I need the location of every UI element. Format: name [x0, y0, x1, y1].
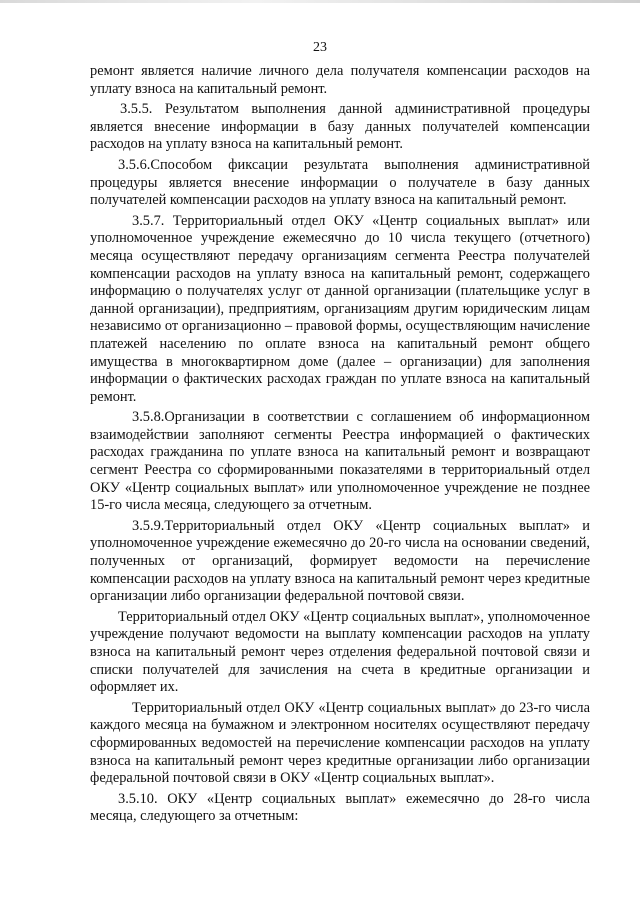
scan-top-edge — [0, 0, 640, 3]
page-number: 23 — [313, 40, 327, 55]
paragraph-3-5-5: 3.5.5. Результатом выполнения данной административной процедуры является внесение информации в базу данных получателей компенсации расходов на уплату взноса на капитальный ремонт. — [90, 101, 590, 153]
paragraph-3-5-7: 3.5.7. Территориальный отдел ОКУ «Центр социальных выплат» или уполномоченное учреждение ежемесячно до 10 числа текущего (отчетного) месяца осуществляют передачу организациям сегмента Реестра получателей компенсации расходов на уплату взноса на капитальный ремонт, содержащего информацию о получателях услуг от данной организации (плательщике услуг в данной организации), предприятиям, организациям другим юридическим лицам независимо от организационно – правовой формы, осуществляющим начисление платежей населению по оплате взноса на капитальный ремонт общего имущества в многоквартирном доме (далее – организации) для заполнения информации о фактических расходах граждан по уплате взноса на капитальный ремонт. — [90, 212, 590, 405]
paragraph-3-5-8: 3.5.8.Организации в соответствии с соглашением об информационном взаимодействии заполняют сегменты Реестра информацией о фактических расходах гражданина по уплате взноса на капитальный ремонт и возвращают сегмент Реестра со сформированными показателями в территориальный отдел ОКУ «Центр социальных выплат» или уполномоченное учреждение не позднее 15-го числа месяца, следующего за отчетным. — [90, 409, 590, 514]
paragraph-continuation: ремонт является наличие личного дела получателя компенсации расходов на уплату взноса на капитальный ремонт. — [90, 63, 590, 97]
document-body — [90, 63, 590, 829]
paragraph-3-5-6: 3.5.6.Способом фиксации результата выполнения административной процедуры является внесение информации о получателе в базу данных получателей компенсации расходов на уплату взноса на капитальный ремонт. — [90, 156, 590, 209]
paragraph-territorial-dept-1: Территориальный отдел ОКУ «Центр социальных выплат», уполномоченное учреждение получают ведомости на выплату компенсации расходов на уплату взноса на капитальный ремонт через отделения федеральной почтовой связи и списки получателей для зачисления на счета в кредитные организации и оформляет их. — [90, 608, 590, 696]
paragraph-3-5-9: 3.5.9.Территориальный отдел ОКУ «Центр социальных выплат» и уполномоченное учреждение ежемесячно до 20-го числа на основании сведений, полученных от организаций, формирует ведомости на перечисление компенсации расходов на уплату взноса на капитальный ремонт через кредитные организации либо организации федеральной почтовой связи. — [90, 517, 590, 605]
paragraph-3-5-10: 3.5.10. ОКУ «Центр социальных выплат» ежемесячно до 28-го числа месяца, следующего за отчетным: — [90, 790, 590, 825]
paragraph-territorial-dept-2: Территориальный отдел ОКУ «Центр социальных выплат» до 23-го числа каждого месяца на бумажном и электронном носителях осуществляют передачу сформированных ведомостей на перечисление компенсации расходов на уплату взноса на капитальный ремонт через кредитные организации либо организации федеральной почтовой связи в ОКУ «Центр социальных выплат». — [90, 699, 590, 787]
